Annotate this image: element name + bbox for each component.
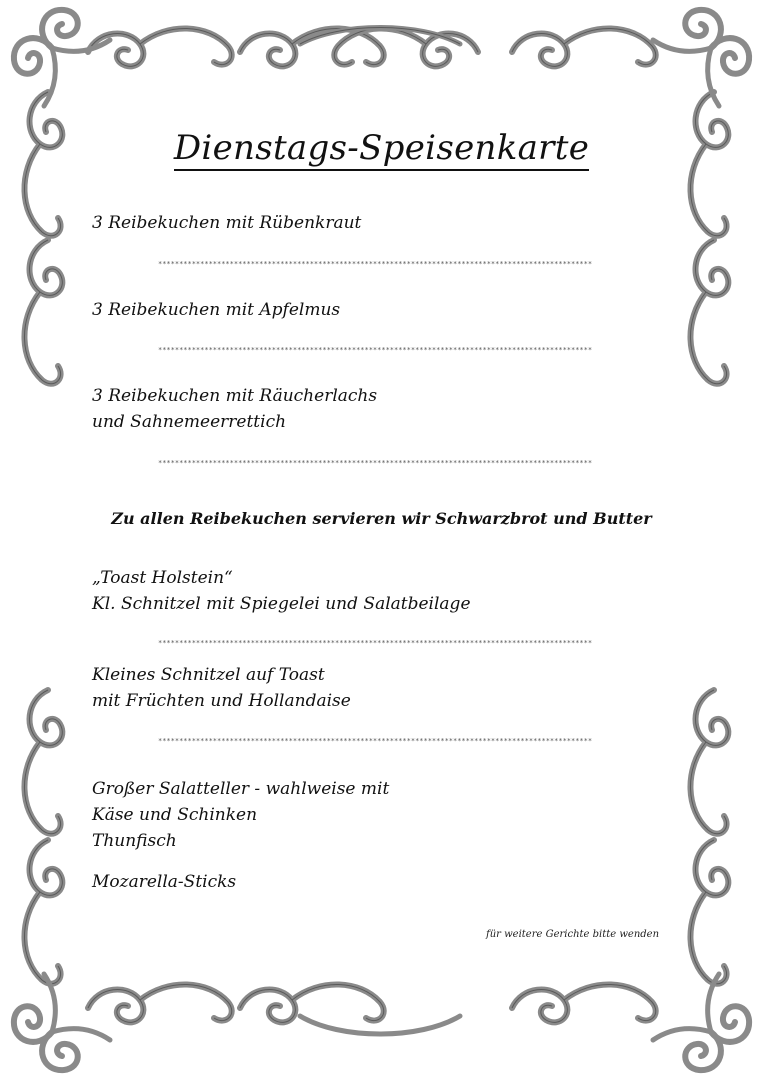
menu-item: Großer Salatteller - wahlweise mit Käse und Schinken Thunfisch <box>92 779 390 851</box>
separator: ******************************************************************************************************* <box>158 260 593 268</box>
menu-title: Dienstags-Speisenkarte <box>0 128 763 168</box>
menu-item: „Toast Holstein“ Kl. Schnitzel mit Spiegelei und Salatbeilage <box>92 568 471 614</box>
separator: ******************************************************************************************************* <box>158 639 593 647</box>
menu-item: 3 Reibekuchen mit Apfelmus <box>92 300 341 320</box>
separator: ******************************************************************************************************* <box>158 346 593 354</box>
separator: ******************************************************************************************************* <box>158 459 593 467</box>
footer-note: für weitere Gerichte bitte wenden <box>486 929 660 940</box>
menu-item: Kleines Schnitzel auf Toast mit Früchten und Hollandaise <box>92 665 351 711</box>
side-dish-note: Zu allen Reibekuchen servieren wir Schwarzbrot und Butter <box>111 509 652 528</box>
separator: ******************************************************************************************************* <box>158 737 593 745</box>
menu-item: 3 Reibekuchen mit Rübenkraut <box>92 213 362 233</box>
menu-item: Mozarella-Sticks <box>92 872 237 892</box>
menu-item: 3 Reibekuchen mit Räucherlachs und Sahnemeerrettich <box>92 386 378 432</box>
